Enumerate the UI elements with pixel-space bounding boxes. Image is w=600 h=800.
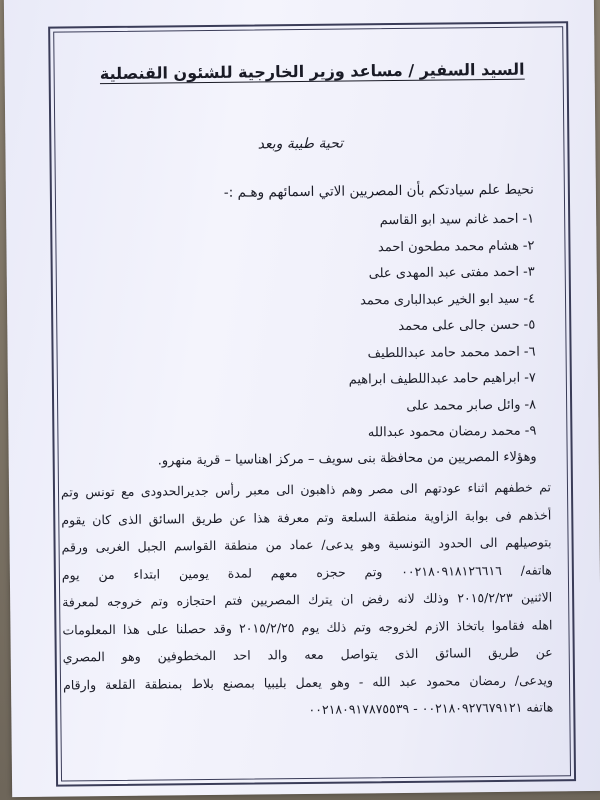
list-item (348, 318, 535, 346)
list-item-name: وائل صابر محمد على (406, 397, 521, 414)
list-item (349, 371, 536, 399)
body-line: هاتفه ٠٠٢١٨٠٩٢٧٦٧٩١٢١ - ٠٠٢١٨٠٩١٧٨٧٥٥٣٩ (308, 699, 554, 717)
names-list (347, 212, 537, 452)
body-paragraph (61, 479, 554, 732)
body-line: ويدعى/ رمضان محمود عبد الله - وهو يعمل بليبيا بمصنع بلاط بمنطقة القلعة وارقام (62, 671, 554, 693)
body-line: بتوصيلهم الى الحدود التونسية وهو يدعى/ عماد من منطقة القواسم الجبل الغربى ورقم (61, 534, 552, 555)
greeting: تحية طيبة وبعد (257, 135, 344, 153)
body-line: هاتفه/ ٠٠٢١٨٠٩١٨١٢٦٦١٦ وتم حجزه معهم لمدة يومين ابتداء من يوم (61, 561, 552, 583)
list-item (349, 397, 536, 425)
list-item (348, 291, 535, 319)
list-item-name: محمد رمضان محمود عبدالله (367, 423, 521, 441)
list-item-number: ٢- (522, 238, 535, 254)
letter-paper (4, 0, 600, 797)
list-item-name: احمد محمد حامد عبداللطيف (367, 344, 520, 361)
body-line: الاثنين ٢٠١٥/٢/٢٣ وذلك لانه رفض ان يترك المصريين فتم احتجازه وتم خروجه لمعرفة (62, 589, 553, 610)
list-item-name: احمد مفتى عبد المهدى على (368, 264, 520, 282)
letter-title: السيد السفير / مساعد وزير الخارجية للشئون القنصلية (99, 59, 525, 84)
list-item-number: ٤- (523, 291, 536, 307)
list-item (348, 344, 535, 372)
list-item (347, 265, 534, 293)
list-item-name: حسن جالى على محمد (398, 317, 520, 334)
list-item-number: ٦- (523, 344, 536, 360)
intro-paragraph: نحيط علم سيادتكم بأن المصريين الاتي اسمائهم وهـم :- (223, 181, 534, 201)
list-item-number: ٥- (523, 317, 536, 333)
origin-statement: وهؤلاء المصريين من محافظة بنى سويف – مركز اهناسيا – قرية منهرو. (157, 449, 537, 469)
list-item-name: سيد ابو الخير عبدالبارى محمد (359, 291, 520, 308)
list-item (347, 238, 534, 266)
list-item-number: ٧- (524, 370, 536, 386)
list-item-number: ١- (522, 211, 535, 227)
body-line: عن طريق السائق الذى يتواصل معه والد احد المخطوفين وهو المصري (62, 644, 553, 665)
list-item-name: احمد غانم سيد ابو القاسم (379, 211, 519, 229)
list-item-number: ٨- (524, 397, 537, 413)
list-item-number: ٣- (522, 264, 535, 280)
list-item-name: هشام محمد مطحون احمد (377, 238, 519, 255)
list-item (347, 212, 534, 240)
body-line: تم خطفهم اثناء عودتهم الى مصر وهم ذاهبون الى معبر رأس جديرالحدودى مع تونس وتم (60, 479, 552, 500)
body-line: أخذهم فى بوابة الزاوية منطقة السلعة وتم معرفة هذا عن طريق السائق الذى كان يقوم (61, 506, 552, 528)
list-item-name: ابراهيم حامد عبداللطيف ابراهيم (348, 370, 521, 388)
body-line: اهله فقاموا باتخاذ الازم لخروجه وتم ذلك يوم ٢٠١٥/٢/٢٥ وقد حصلنا على هذا المعلومات (62, 616, 553, 638)
list-item (349, 424, 536, 452)
list-item-number: ٩- (524, 423, 537, 439)
